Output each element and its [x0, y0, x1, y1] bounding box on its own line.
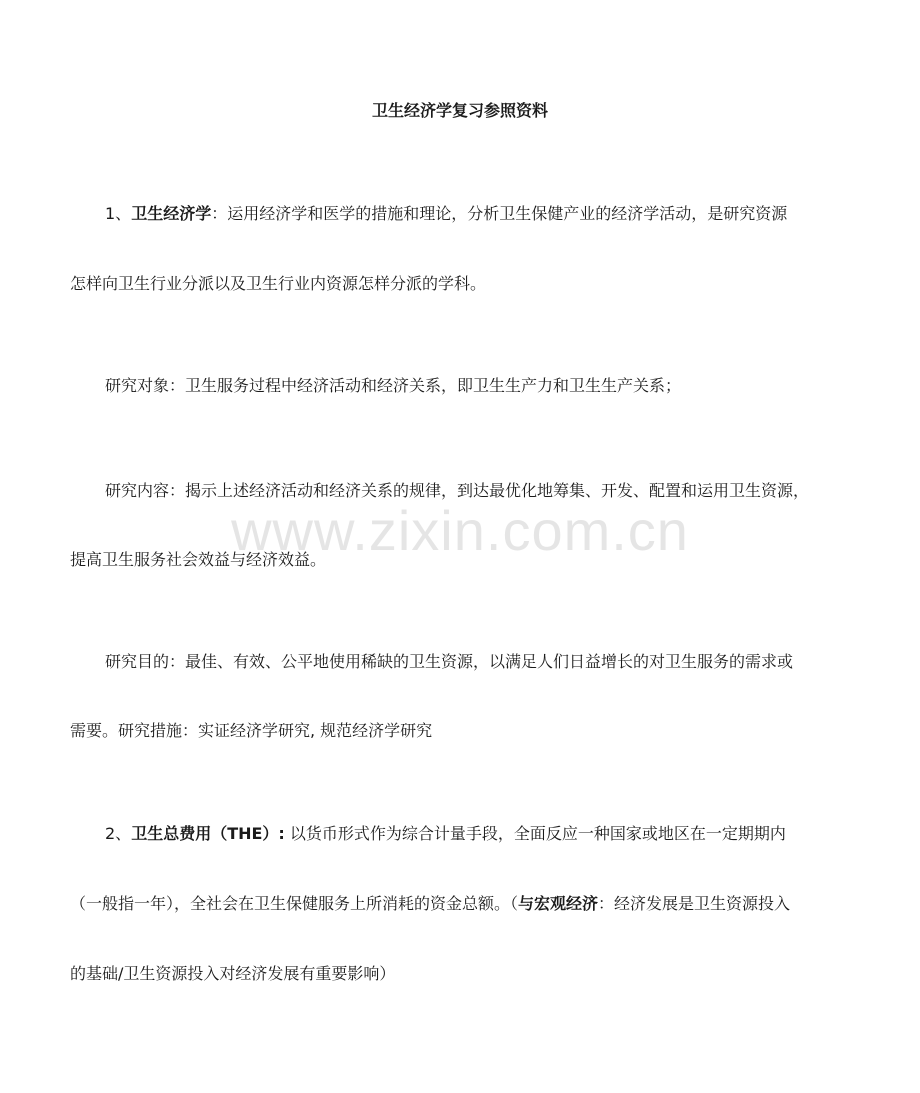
- text-segment: ：经济发展是卫生资源投入: [598, 894, 791, 913]
- paragraph-research-goal-line-2: 需要。研究措施：实证经济学研究, 规范经济学研究: [70, 721, 433, 740]
- definition-text: ：运用经济学和医学的措施和理论，分析卫生保健产业的经济学活动，是研究资源: [211, 204, 788, 223]
- paragraph-research-content-line-1: 研究内容：揭示上述经济活动和经济关系的规律，到达最优化地筹集、开发、配置和运用卫生资源，: [105, 481, 810, 500]
- paragraph-2-line-1: [105, 822, 860, 846]
- paragraph-2-line-3: 的基础/卫生资源投入对经济发展有重要影响）: [70, 964, 396, 983]
- watermark: www.zixin.com.cn: [231, 499, 689, 562]
- definition-text: 以货币形式作为综合计量手段，全面反应一种国家或地区在一定期期内: [284, 824, 786, 843]
- paragraph-2-line-2: [70, 892, 860, 916]
- paragraph-research-object: 研究对象：卫生服务过程中经济活动和经济关系，即卫生生产力和卫生生产关系；: [105, 376, 682, 395]
- paragraph-1-line-2: 怎样向卫生行业分派以及卫生行业内资源怎样分派的学科。: [70, 274, 487, 293]
- item-number: 2、: [105, 824, 132, 843]
- paragraph-research-content-line-2: 提高卫生服务社会效益与经济效益。: [70, 550, 327, 569]
- term-total-health-expenditure: 卫生总费用（THE）:: [131, 824, 285, 843]
- term-macro-economy: 与宏观经济: [518, 894, 599, 913]
- paragraph-1-line-1: [105, 202, 860, 226]
- document-title: 卫生经济学复习参照资料: [371, 101, 548, 120]
- text-segment: （一般指一年），全社会在卫生保健服务上所消耗的资金总额。（: [70, 894, 519, 913]
- item-number: 1、: [105, 204, 132, 223]
- term-health-economics: 卫生经济学: [131, 204, 212, 223]
- paragraph-research-goal-line-1: 研究目的：最佳、有效、公平地使用稀缺的卫生资源，以满足人们日益增长的对卫生服务的需求或: [105, 652, 794, 671]
